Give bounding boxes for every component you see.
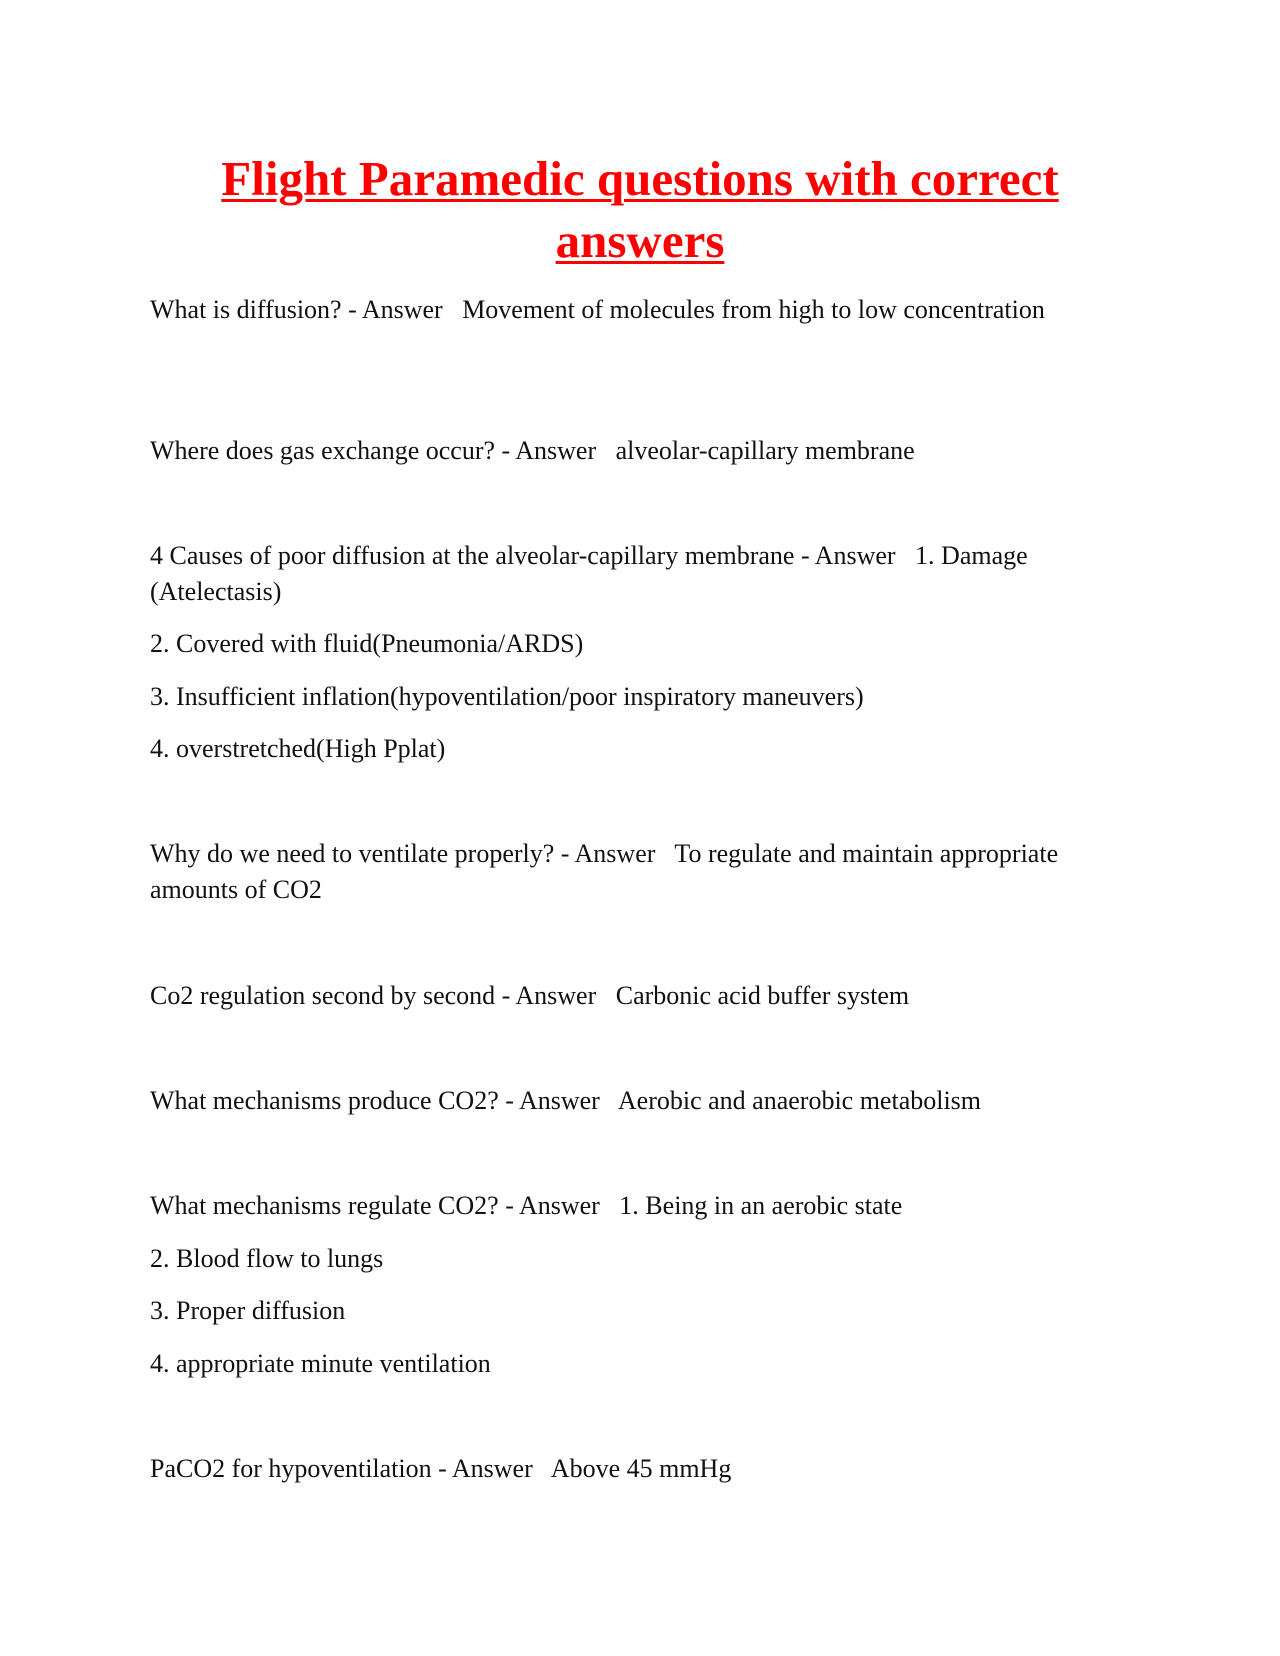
list-item: 3. Proper diffusion bbox=[150, 1296, 346, 1325]
qa-poor-diffusion-causes: 4 Causes of poor diffusion at the alveolar-capillary membrane - Answer 1. Damage (Atelectasis) bbox=[150, 541, 1035, 606]
qa-paco2-hypoventilation: PaCO2 for hypoventilation - Answer Above 45 mmHg bbox=[150, 1454, 732, 1483]
qa-diffusion: What is diffusion? - Answer Movement of molecules from high to low concentration bbox=[150, 295, 1045, 324]
list-item: 4. overstretched(High Pplat) bbox=[150, 734, 446, 763]
qa-gas-exchange: Where does gas exchange occur? - Answer alveolar-capillary membrane bbox=[150, 436, 915, 465]
list-item: 2. Blood flow to lungs bbox=[150, 1244, 384, 1273]
list-item: 3. Insufficient inflation(hypoventilation/poor inspiratory maneuvers) bbox=[150, 682, 864, 711]
qa-co2-production: What mechanisms produce CO2? - Answer Aerobic and anaerobic metabolism bbox=[150, 1086, 982, 1115]
qa-ventilate-properly: Why do we need to ventilate properly? - Answer To regulate and maintain appropriate amounts of CO2 bbox=[150, 839, 1065, 904]
list-item: 4. appropriate minute ventilation bbox=[150, 1349, 491, 1378]
qa-co2-regulation-mechanisms: What mechanisms regulate CO2? - Answer 1. Being in an aerobic state bbox=[150, 1191, 903, 1220]
qa-co2-regulation: Co2 regulation second by second - Answer Carbonic acid buffer system bbox=[150, 981, 910, 1010]
list-item: 2. Covered with fluid(Pneumonia/ARDS) bbox=[150, 629, 584, 658]
document-title: Flight Paramedic questions with correct answers bbox=[221, 151, 1059, 268]
